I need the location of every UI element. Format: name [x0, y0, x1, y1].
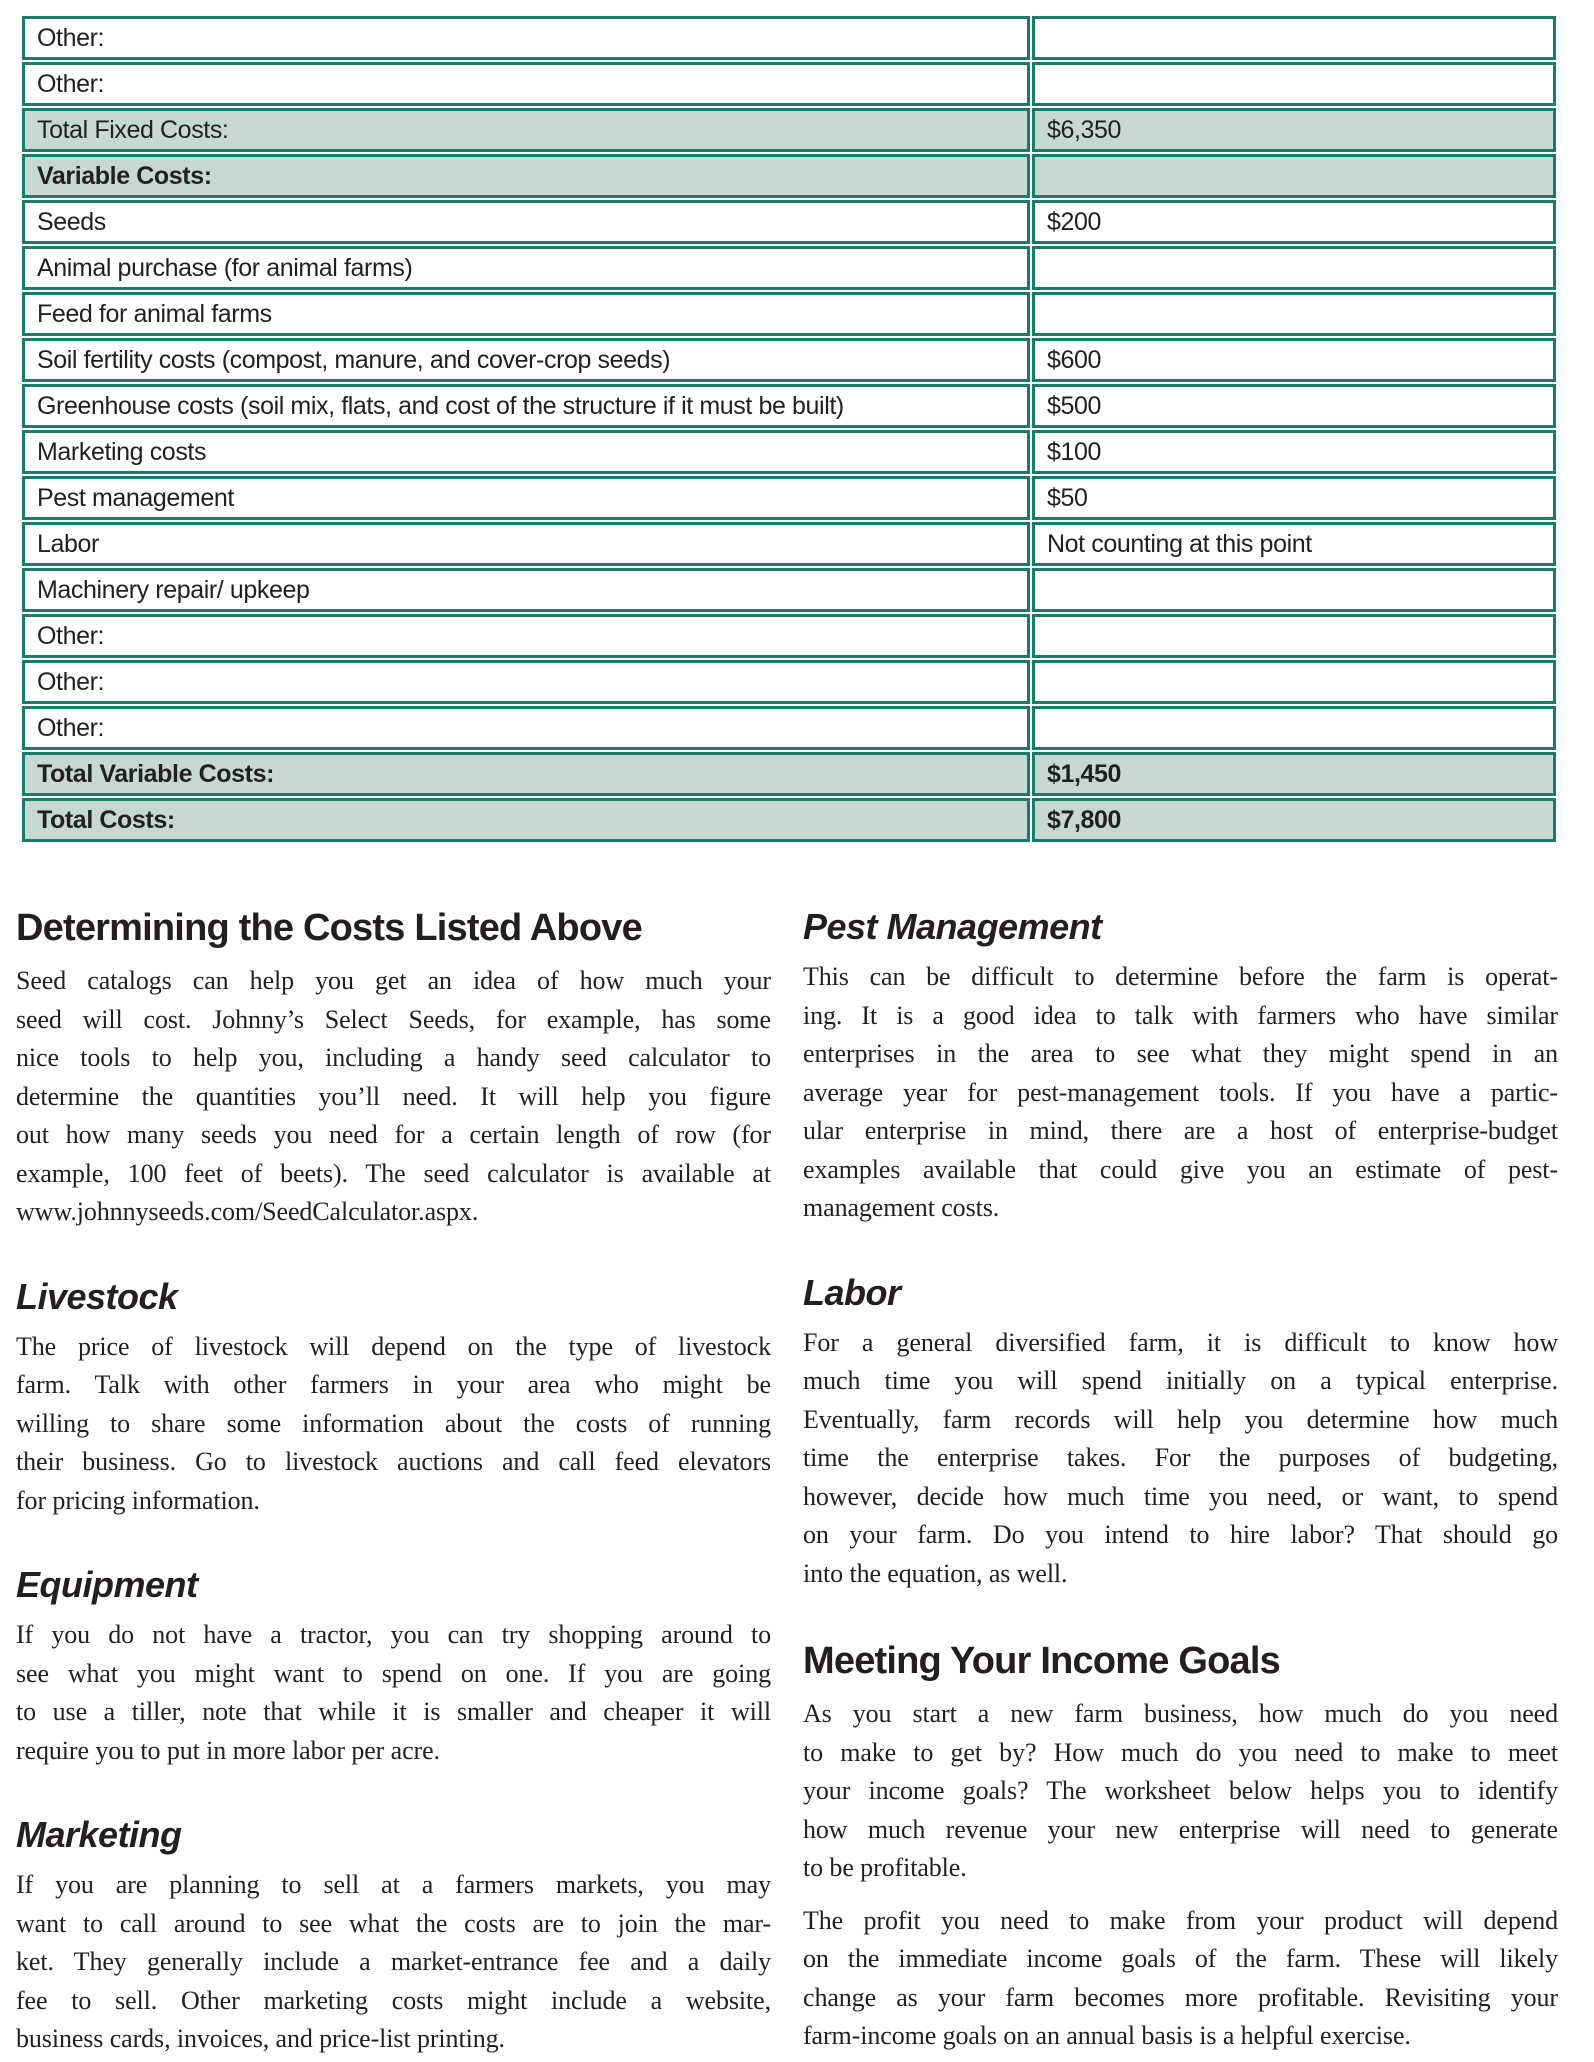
- cost-item-value: $500: [1032, 384, 1556, 428]
- cost-item-value: $200: [1032, 200, 1556, 244]
- cost-item-value: [1032, 246, 1556, 290]
- cost-item-value: Not counting at this point: [1032, 522, 1556, 566]
- subsection-title: Pest Management: [803, 906, 1102, 947]
- text-line: ing. It is a good idea to talk with farmers who have similar: [803, 1000, 1558, 1030]
- cost-item-value: [1032, 568, 1556, 612]
- text-line: example, 100 feet of beets). The seed calculator is available at: [16, 1158, 771, 1188]
- text-line: This can be difficult to determine before the farm is operat-: [803, 962, 1558, 991]
- text-line: fee to sell. Other marketing costs might include a website,: [16, 1985, 771, 2015]
- cost-item-label: Variable Costs:: [22, 154, 1030, 198]
- cost-item-value: [1032, 706, 1556, 750]
- section-title: Determining the Costs Listed Above: [16, 907, 642, 949]
- cost-item-value: $7,800: [1032, 798, 1556, 842]
- cost-item-value: $100: [1032, 430, 1556, 474]
- text-line: for pricing information.: [16, 1485, 260, 1515]
- text-line: If you do not have a tractor, you can try shopping around to: [16, 1620, 771, 1649]
- text-line: nice tools to help you, including a handy seed calculator to: [16, 1043, 771, 1072]
- cost-item-value: [1032, 660, 1556, 704]
- cost-item-value: $1,450: [1032, 752, 1556, 796]
- cost-item-value: $6,350: [1032, 108, 1556, 152]
- text-line: want to call around to see what the costs are to join the mar-: [16, 1908, 771, 1938]
- paragraph: [16, 1866, 771, 2059]
- paragraph: [803, 958, 1558, 1228]
- text-line: farm. Talk with other farmers in your area who might be: [16, 1370, 771, 1399]
- cost-item-label: Feed for animal farms: [22, 292, 1030, 336]
- text-line: ular enterprise in mind, there are a host of enterprise-budget: [803, 1116, 1558, 1145]
- cost-item-label: Other:: [22, 660, 1030, 704]
- text-line: The profit you need to make from your product will depend: [803, 1905, 1558, 1935]
- text-line: If you are planning to sell at a farmers markets, you may: [16, 1870, 771, 1899]
- subsection-title: Labor: [803, 1271, 901, 1313]
- paragraph: [803, 1695, 1558, 1888]
- cost-table-row: [22, 614, 1556, 658]
- cost-table-row: [22, 108, 1556, 152]
- text-line: determine the quantities you’ll need. It will help you figure: [16, 1081, 771, 1111]
- cost-table-row: [22, 154, 1556, 198]
- text-line: management costs.: [803, 1193, 1000, 1222]
- cost-table-row: [22, 798, 1556, 842]
- cost-item-label: Seeds: [22, 200, 1030, 244]
- cost-table-row: [22, 200, 1556, 244]
- paragraph: [16, 1616, 771, 1770]
- text-line: examples available that could give you an estimate of pest-: [803, 1154, 1558, 1184]
- text-line: on the immediate income goals of the farm. These will likely: [803, 1944, 1558, 1973]
- text-line: average year for pest-management tools. If you have a partic-: [803, 1077, 1558, 1107]
- right-column: [803, 906, 1558, 2059]
- cost-table-row: [22, 660, 1556, 704]
- text-line: enterprises in the area to see what they might spend in an: [803, 1039, 1558, 1068]
- cost-item-label: Other:: [22, 706, 1030, 750]
- text-line: farm-income goals on an annual basis is a helpful exercise.: [803, 2021, 1411, 2050]
- cost-item-value: [1032, 16, 1556, 60]
- cost-item-label: Marketing costs: [22, 430, 1030, 474]
- paragraph: [16, 962, 771, 1232]
- cost-item-label: Animal purchase (for animal farms): [22, 246, 1030, 290]
- text-line: As you start a new farm business, how much do you need: [803, 1699, 1558, 1728]
- text-line: Seed catalogs can help you get an idea of how much your: [16, 966, 771, 995]
- cost-item-label: Other:: [22, 16, 1030, 60]
- text-line: to make to get by? How much do you need to make to meet: [803, 1737, 1558, 1767]
- text-line: into the equation, as well.: [803, 1558, 1068, 1588]
- cost-table-row: [22, 292, 1556, 336]
- cost-item-label: Total Variable Costs:: [22, 752, 1030, 796]
- cost-table-row: [22, 568, 1556, 612]
- cost-table-row: [22, 338, 1556, 382]
- text-line: much time you will spend initially on a typical enterprise.: [803, 1366, 1558, 1395]
- text-line: change as your farm becomes more profitable. Revisiting your: [803, 1982, 1558, 2012]
- cost-table-row: [22, 522, 1556, 566]
- document-page: [0, 14, 1594, 2062]
- paragraph: [16, 1328, 771, 1521]
- text-line: www.johnnyseeds.com/SeedCalculator.aspx.: [16, 1197, 479, 1226]
- text-line: to use a tiller, note that while it is smaller and cheaper it will: [16, 1697, 771, 1726]
- cost-item-label: Labor: [22, 522, 1030, 566]
- text-line: however, decide how much time you need, or want, to spend: [803, 1481, 1558, 1511]
- text-line: their business. Go to livestock auctions and call feed elevators: [16, 1447, 771, 1476]
- cost-item-value: $50: [1032, 476, 1556, 520]
- cost-item-label: Soil fertility costs (compost, manure, and cover-crop seeds): [22, 338, 1030, 382]
- text-line: time the enterprise takes. For the purposes of budgeting,: [803, 1443, 1558, 1472]
- text-line: out how many seeds you need for a certain length of row (for: [16, 1120, 771, 1149]
- text-line: to be profitable.: [803, 1853, 967, 1882]
- text-line: on your farm. Do you intend to hire labor? That should go: [803, 1520, 1558, 1549]
- cost-table-row: [22, 752, 1556, 796]
- text-line: For a general diversified farm, it is difficult to know how: [803, 1327, 1558, 1357]
- cost-item-label: Greenhouse costs (soil mix, flats, and cost of the structure if it must be built): [22, 384, 1030, 428]
- cost-table-row: [22, 476, 1556, 520]
- cost-table-row: [22, 62, 1556, 106]
- cost-item-label: Total Costs:: [22, 798, 1030, 842]
- subsection-title: Equipment: [16, 1564, 198, 1605]
- cost-item-label: Other:: [22, 614, 1030, 658]
- cost-table-row: [22, 706, 1556, 750]
- text-line: see what you might want to spend on one. If you are going: [16, 1658, 771, 1688]
- cost-item-label: Other:: [22, 62, 1030, 106]
- article-body: [16, 906, 1558, 2059]
- text-line: willing to share some information about the costs of running: [16, 1408, 771, 1438]
- cost-table-row: [22, 246, 1556, 290]
- cost-table-row: [22, 16, 1556, 60]
- text-line: how much revenue your new enterprise will need to generate: [803, 1814, 1558, 1844]
- left-column: [16, 906, 771, 2059]
- paragraph: [803, 1324, 1558, 1594]
- text-line: your income goals? The worksheet below helps you to identify: [803, 1776, 1558, 1805]
- subsection-title: Livestock: [16, 1275, 178, 1317]
- cost-item-label: Total Fixed Costs:: [22, 108, 1030, 152]
- text-line: require you to put in more labor per acre.: [16, 1735, 440, 1765]
- cost-table-row: [22, 430, 1556, 474]
- text-line: Eventually, farm records will help you determine how much: [803, 1404, 1558, 1434]
- cost-item-value: $600: [1032, 338, 1556, 382]
- cost-item-value: [1032, 62, 1556, 106]
- cost-item-value: [1032, 614, 1556, 658]
- cost-item-label: Machinery repair/ upkeep: [22, 568, 1030, 612]
- cost-item-label: Pest management: [22, 476, 1030, 520]
- text-line: The price of livestock will depend on the type of livestock: [16, 1331, 771, 1361]
- paragraph: [803, 1902, 1558, 2056]
- text-line: business cards, invoices, and price-list printing.: [16, 2024, 505, 2053]
- cost-table-body: [22, 16, 1556, 842]
- cost-worksheet-table: [20, 14, 1558, 844]
- cost-item-value: [1032, 154, 1556, 198]
- cost-item-value: [1032, 292, 1556, 336]
- section-title: Meeting Your Income Goals: [803, 1640, 1280, 1682]
- cost-table-row: [22, 384, 1556, 428]
- subsection-title: Marketing: [16, 1814, 182, 1855]
- text-line: ket. They generally include a market-entrance fee and a daily: [16, 1947, 771, 1976]
- text-line: seed will cost. Johnny’s Select Seeds, for example, has some: [16, 1004, 771, 1034]
